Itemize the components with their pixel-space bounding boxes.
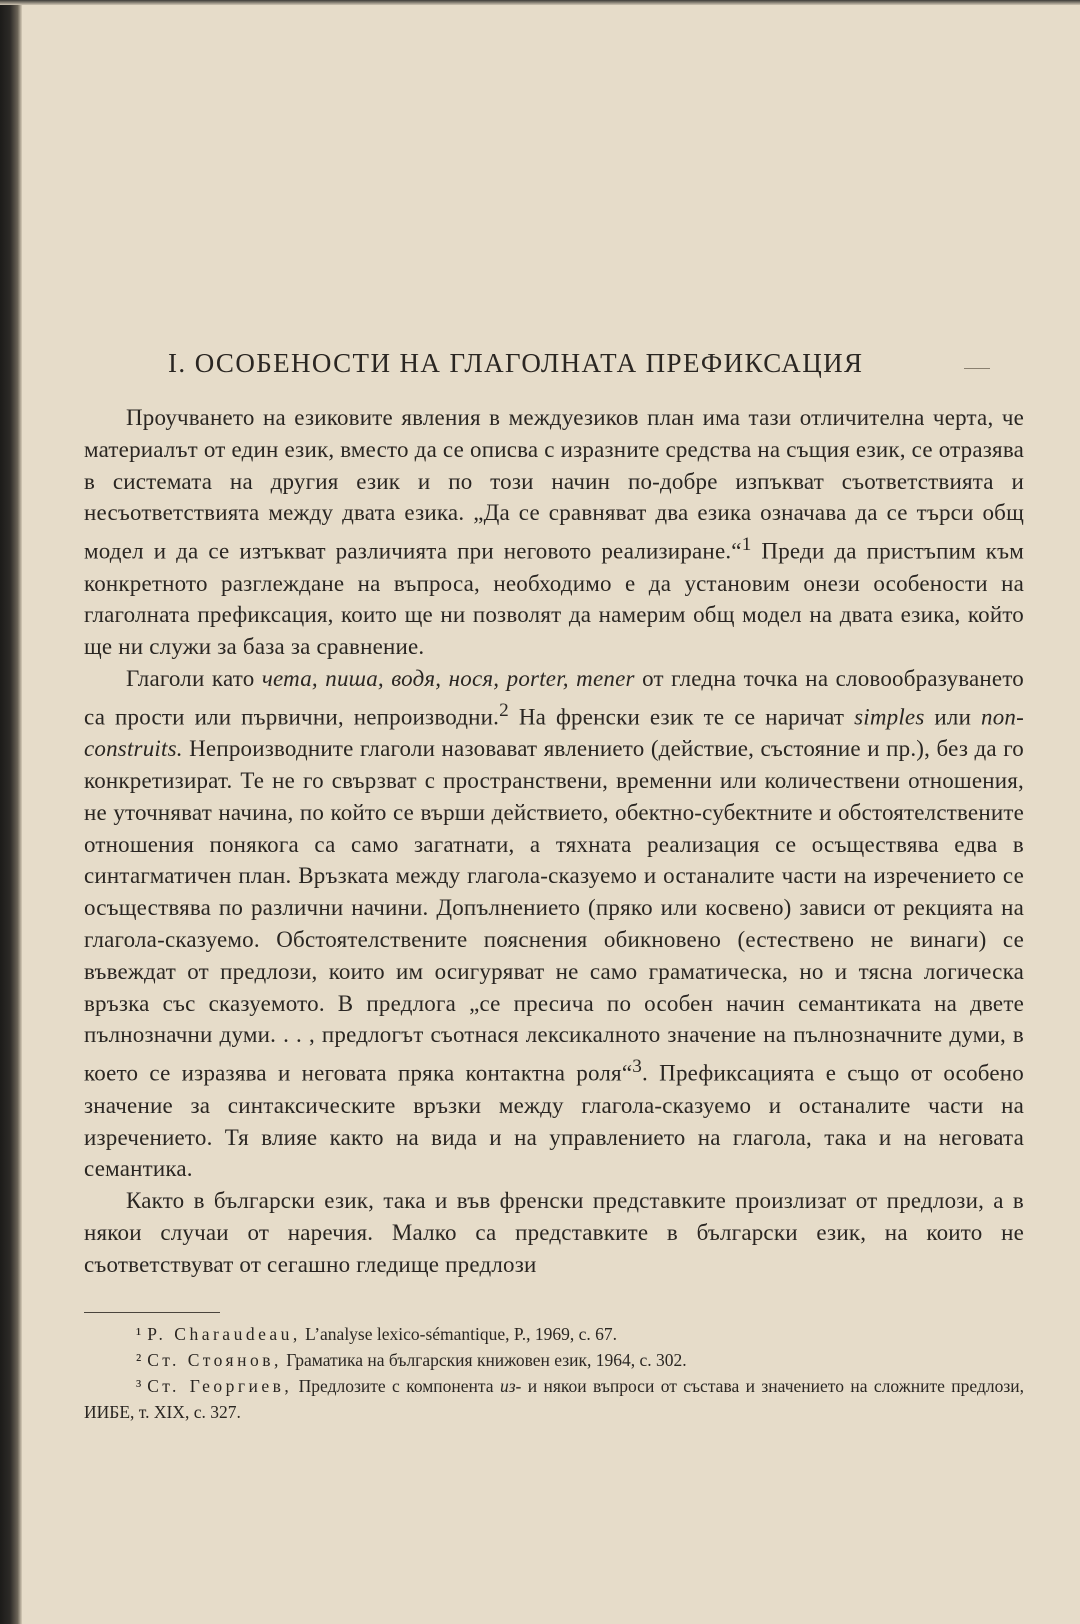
footnote-3-text-b: и някои въпроси от състава и значението на сложните предлози, ИИБЕ, т. XIX, с. 327. [84, 1376, 1024, 1423]
footnote-ref-1: 1 [741, 534, 752, 556]
page-top-edge [0, 0, 1080, 5]
paragraph-2-text-a: Глаголи като [126, 666, 262, 692]
footnote-2-mark: ² [136, 1350, 142, 1371]
paragraph-3 [84, 1185, 1024, 1280]
footnote-ref-3: 3 [632, 1056, 643, 1078]
footnote-3 [84, 1373, 1024, 1425]
paragraph-1-text-b: Преди да пристъпим към конкретното разглеждане на въпроса, необходимо е да установим онези особености на глаголната префиксация, които ще ни позволят да намерим общ модел на двата езика, който ще ни служи за база за сравнение. [84, 538, 1024, 660]
paragraph-2-text-d: или [924, 704, 982, 730]
chapter-heading: I. ОСОБЕНОСТИ НА ГЛАГОЛНАТА ПРЕФИКСАЦИЯ [168, 348, 864, 378]
footnote-3-italic: из- [499, 1376, 522, 1397]
paragraph-2-italic-verbs: чета, пиша, водя, нося, porter, mener [261, 666, 635, 692]
paragraph-2-text-b: от гледна точка на словообразуването са прости или първични, непроизводни. [84, 666, 1024, 730]
footnote-2 [84, 1347, 1024, 1373]
footnote-divider [84, 1312, 220, 1313]
paragraph-1 [84, 402, 1024, 663]
heading-dash [964, 368, 990, 369]
book-binding-shadow [0, 0, 22, 1624]
footnote-3-author: Ст. Георгиев, [147, 1376, 293, 1397]
paragraph-2-text-c: На френски език те се наричат [508, 704, 855, 730]
footnote-1-mark: ¹ [136, 1324, 142, 1345]
footnote-1-text: L’analyse lexico-sémantique, P., 1969, с. 67. [300, 1324, 617, 1345]
paragraph-2 [84, 663, 1024, 1185]
page-content [84, 348, 1024, 1425]
paragraph-2-italic-simples: simples [854, 704, 925, 730]
heading-block [84, 348, 1024, 402]
footnote-1-author: P. Charaudeau, [147, 1324, 301, 1345]
footnote-ref-2: 2 [499, 699, 509, 721]
paragraph-2-text-e: Непроизводните глаголи назовават явлението (действие, състояние и пр.), без да го конкретизират. Те не го свързват с пространствени, временни или количествени отношения, не уточняват начина, по който се върши действието, обектно-субектните и обстоятелствените отношения понякога са само загатнати, а тяхната реализация се осъществява едва в синтагматичен план. Връзката между глагола-сказуемо и останалите части на изречението се осъществява по различни начини. Допълнението (пряко или косвено) зависи от рекцията на глагола-сказуемо. Обстоятелствените пояснения обикновено (естествено не винаги) се въвеждат от предлози, които им осигуряват не само граматическа, но и тясна логическа връзка със сказуемото. В предлога „се пресича по особен начин семантиката на двете пълнозначни думи. . . , предлогът съотнася лексикалното значение на пълнозначните думи, в което се изразява и неговата пряка контактна роля“ [84, 736, 1024, 1086]
paragraph-2-italic-nonconstruits: non-construits. [84, 704, 1024, 762]
paragraph-1-text-a: Проучването на езиковите явления в междуезиков план има тази отличителна черта, че материалът от един език, вместо да се описва с изразните средства на същия език, се отразява в системата на другия език и по този начин по-добре изпъкват съответствията и несъответствията между двата езика. „Да се сравняват два езика означава да се търси общ модел и да се изтъкват различията при неговото реализиране.“ [84, 405, 1024, 564]
paragraph-2-text-f: . Префиксацията е също от особено значение за синтаксическите връзки между глагола-сказуемо и останалите части на изречението. Тя влияе както на вида и на управлението на глагола, така и на неговата семантика. [84, 1060, 1024, 1182]
footnote-3-text-a: Предлозите с компонента [292, 1376, 500, 1397]
footnote-2-text: Граматика на българския книжовен език, 1964, с. 302. [281, 1350, 687, 1371]
footnote-3-mark: ³ [136, 1376, 142, 1397]
paragraph-3-text: Както в български език, така и във френски представките произлизат от предлози, а в някои случаи от наречия. Малко са представките в български език, на които не съответствуват от сегашно гледище предлози [84, 1188, 1024, 1277]
footnote-1 [84, 1321, 1024, 1347]
footnote-2-author: Ст. Стоянов, [147, 1350, 282, 1371]
